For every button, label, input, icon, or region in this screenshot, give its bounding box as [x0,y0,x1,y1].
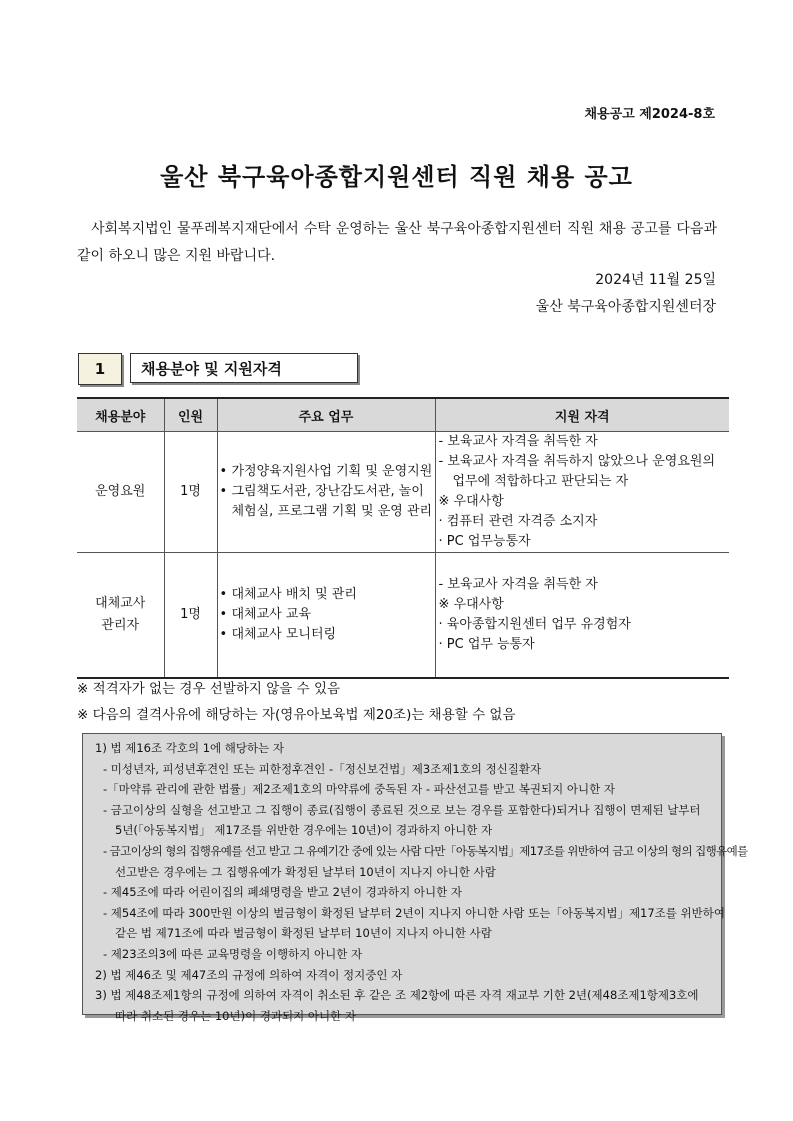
disqualification-item: 따라 취소된 경우는 10년)이 경과되지 아니한 자 [115,1008,357,1023]
disqualification-item: - 미성년자, 피성년후견인 또는 피한정후견인 -「정신보건법」제3조제1호의 정신질환자 [103,761,542,776]
note-no-qualified: ※ 적격자가 없는 경우 선발하지 않을 수 있음 [77,681,341,697]
recruitment-table [77,397,729,679]
table-header-row [77,398,729,432]
disqualification-item: 선고받은 경우에는 그 집행유예가 확정된 날부터 10년이 지나지 아니한 사람 [115,864,496,879]
table-row [77,432,729,553]
duty-item: • 대체교사 배치 및 관리 [232,585,435,605]
section-title: 채용분야 및 지원자격 [130,353,358,383]
disqualification-item: - 금고이상의 형의 집행유예를 선고 받고 그 유예기간 중에 있는 사람 다만「아동복지법」제17조를 위반하여 금고 이상의 형의 집행유예를 [103,843,748,858]
disqualification-item: - 제45조에 따라 어린이집의 폐쇄명령을 받고 2년이 경과하지 아니한 자 [103,885,462,900]
disqualification-item: - 제23조의3에 따른 교육명령을 이행하지 아니한 자 [103,946,363,961]
row-qualifications [435,553,729,679]
row-duties [217,553,435,679]
header-count: 인원 [164,398,217,432]
qualification-item: 업무에 적합하다고 판단되는 자 [452,474,629,489]
row-field-line: 관리자 [101,618,140,633]
notice-date: 2024년 11월 25일 [595,272,716,288]
qualification-item: - 보육교사 자격을 취득한 자 [438,577,598,592]
disqualification-item: - 제54조에 따라 300만원 이상의 벌금형이 확정된 날부터 2년이 지나지 아니한 사람 또는「아동복지법」제17조를 위반하여 [103,905,725,920]
row-count: 1명 [164,432,217,553]
disqualification-item: 1) 법 제16조 각호의 1에 해당하는 자 [95,741,284,755]
page-title: 울산 북구육아종합지원센터 직원 채용 공고 [160,163,633,191]
disqualification-box [82,733,748,1023]
qualification-item: · 육아종합지원센터 업무 유경험자 [438,617,631,632]
row-field: 운영요원 [77,432,164,553]
duty-item: • 그림책도서관, 장난감도서관, 놀이체험실, 프로그램 기획 및 운영 관리 [232,482,435,522]
qualification-item: · 컴퓨터 관련 자격증 소지자 [438,514,598,529]
qualification-item: - 보육교사 자격을 취득한 자 [438,434,598,449]
header-field: 채용분야 [77,398,164,432]
disqualification-item: 5년(「아동복지법」 제17조를 위반한 경우에는 10년)이 경과하지 아니한 자 [115,823,493,838]
row-field [77,553,164,679]
disqualification-item: 같은 법 제71조에 따라 벌금형이 확정된 날부터 10년이 지나지 아니한 사람 [115,926,492,941]
duty-item: • 대체교사 모니터링 [232,625,435,645]
qualification-item: ※ 우대사항 [438,597,504,612]
disqualification-item: 2) 법 제46조 및 제47조의 규정에 의하여 자격이 정지중인 자 [95,967,403,982]
disqualification-item: - 금고이상의 실형을 선고받고 그 집행이 종료(집행이 종료된 것으로 보는 경우를 포함한다)되거나 집행이 면제된 날부터 [103,802,701,817]
row-count: 1명 [164,553,217,679]
row-qualifications [435,432,729,553]
disqualification-item: -「마약류 관리에 관한 법률」제2조제1호의 마약류에 중독된 자 - 파산선고를 받고 복권되지 아니한 자 [103,782,615,797]
section-number: 1 [78,353,122,385]
disqualification-item: 3) 법 제48조제1항의 규정에 의하여 자격이 취소된 후 같은 조 제2항에 따른 자격 재교부 기한 2년(제48조제1항제3호에 [95,988,699,1003]
note-disqualification: ※ 다음의 결격사유에 해당하는 자(영유아보육법 제20조)는 채용할 수 없음 [77,707,516,723]
row-field-line: 대체교사 [95,596,146,611]
qualification-item: ※ 우대사항 [438,494,504,509]
intro-paragraph: 사회복지법인 물푸레복지재단에서 수탁 운영하는 울산 북구육아종합지원센터 직원 채용 공고를 다음과 같이 하오니 많은 지원 바랍니다. [77,221,717,264]
organization-name: 울산 북구육아종합지원센터장 [535,299,716,315]
qualification-item: · PC 업무 능통자 [438,637,535,652]
header-qualifications: 지원 자격 [435,398,729,432]
duty-item: • 대체교사 교육 [232,605,435,625]
notice-number: 채용공고 제2024-8호 [584,107,715,122]
row-duties [217,432,435,553]
header-duties: 주요 업무 [217,398,435,432]
qualification-item: - 보육교사 자격을 취득하지 않았으나 운영요원의 [438,454,716,469]
duty-item: • 가정양육지원사업 기획 및 운영지원 [232,462,435,482]
table-row [77,553,729,679]
qualification-item: · PC 업무능통자 [438,534,531,549]
